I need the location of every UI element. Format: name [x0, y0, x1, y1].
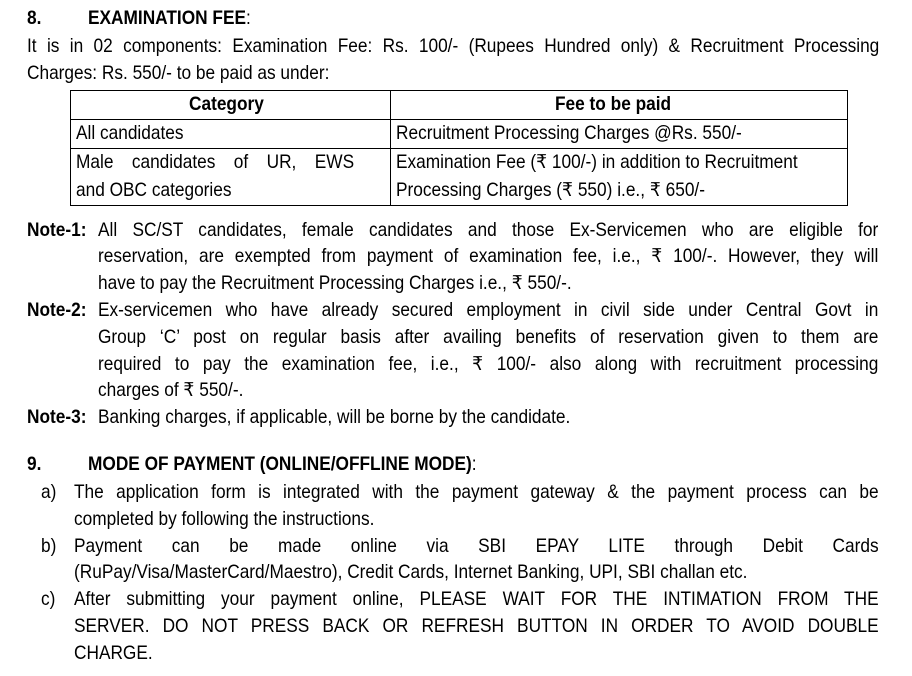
section-9-title-colon: :: [471, 453, 477, 475]
table-row: [71, 148, 848, 205]
section-9: [27, 452, 879, 668]
section-8-title: EXAMINATION FEE: [88, 8, 246, 29]
notes-list: [27, 218, 879, 432]
table-cell-fee: Recruitment Processing Charges @Rs. 550/-: [391, 119, 848, 148]
table-row: [71, 119, 848, 148]
note-3: Note-3: Banking charges, if applicable, will be borne by the candidate.: [27, 405, 879, 432]
list-item: c) After submitting your payment online, PLEASE WAIT FOR THE INTIMATION FROM THE SERVER. DO NOT PRESS BACK OR REFRESH BUTTON IN ORDER TO AVOID DOUBLE CHARGE.: [41, 587, 879, 667]
note-label: Note-3:: [27, 407, 87, 429]
list-item: b) Payment can be made online via SBI EPAY LITE through Debit Cards (RuPay/Visa/MasterCard/Maestro), Credit Cards, Internet Banking, UPI, SBI challan etc.: [41, 534, 879, 588]
list-item-marker: c): [41, 589, 56, 611]
note-label: Note-1:: [27, 219, 87, 241]
fee-table: [70, 90, 848, 206]
section-9-title: MODE OF PAYMENT (ONLINE/OFFLINE MODE): [88, 453, 472, 475]
table-cell-category: All candidates: [71, 119, 391, 148]
section-8-heading: [27, 6, 879, 34]
section-8-intro: [27, 34, 879, 88]
intro-line-1: It is in 02 components: Examination Fee: Rs. 100/- (Rupees Hundred only) & Recruitment Processing: [27, 36, 880, 57]
note-2: Note-2: Ex-servicemen who have already secured employment in civil side under Central Govt in Group ‘C’ post on regular basis after availing benefits of reservation given to them are required to pay the examination fee, i.e., ₹ 100/- also along with recruitment processing charges of ₹ 550/-.: [27, 298, 879, 405]
list-item: a) The application form is integrated with the payment gateway & the payment process can be completed by following the instructions.: [41, 480, 879, 534]
list-item-marker: a): [41, 481, 57, 503]
fee-table-header-fee: Fee to be paid: [391, 90, 848, 119]
section-9-number: 9.: [27, 453, 42, 475]
note-label: Note-2:: [27, 299, 87, 321]
section-8-number: 8.: [27, 8, 42, 29]
table-cell-fee: Examination Fee (₹ 100/-) in addition to Recruitment Processing Charges (₹ 550) i.e., ₹ 650/-: [391, 148, 848, 205]
section-8-title-colon: :: [245, 8, 251, 29]
document-page: [27, 6, 879, 668]
fee-table-header-category: Category: [71, 90, 391, 119]
section-9-heading: [27, 452, 879, 480]
intro-line-2: Charges: Rs. 550/- to be paid as under:: [27, 62, 330, 84]
fee-table-header-row: [71, 90, 848, 119]
list-item-marker: b): [41, 535, 57, 557]
note-1: Note-1: All SC/ST candidates, female candidates and those Ex-Servicemen who are eligible for reservation, are exempted from payment of examination fee, i.e., ₹ 100/-. However, they will have to pay the Recruitment Processing Charges i.e., ₹ 550/-.: [27, 218, 879, 298]
table-cell-category: Male candidates of UR, EWS and OBC categories: [71, 148, 391, 205]
